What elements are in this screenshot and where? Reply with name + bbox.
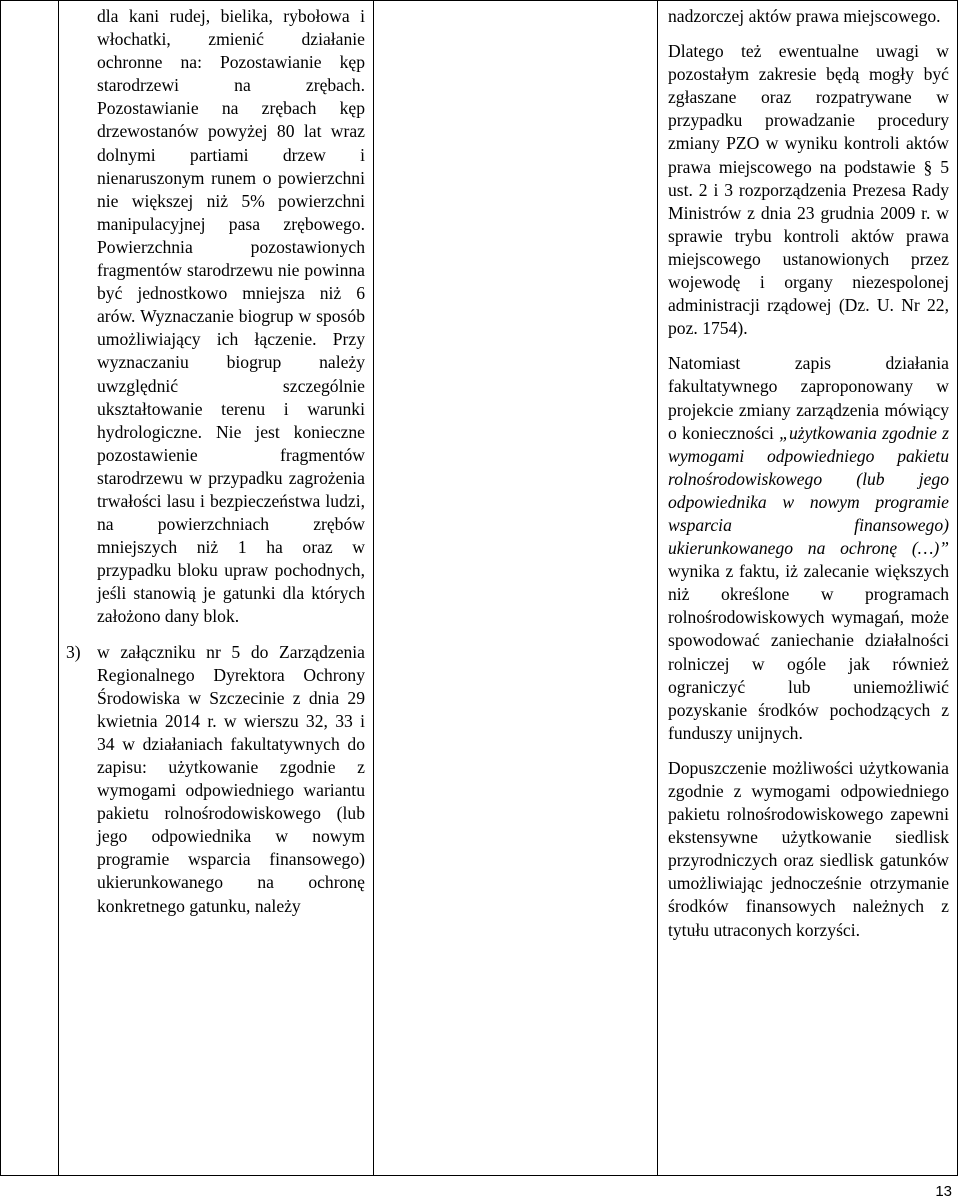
response-paragraph-3 [668, 352, 949, 745]
response-paragraph-2: Dlatego też ewentualne uwagi w pozostałym zakresie będą mogły być zgłaszane oraz rozpatrywane w przypadku prowadzanie procedury zmiany PZO w wyniku kontroli aktów prawa miejscowego na podstawie § 5 ust. 2 i 3 rozporządzenia Prezesa Rady Ministrów z dnia 23 grudnia 2009 r. w sprawie trybu kontroli aktów prawa miejscowego ustanowionych przez wojewodę i organy niezespolonej administracji rządowej (Dz. U. Nr 22, poz. 1754). [668, 41, 949, 339]
response-text: Natomiast zapis działania fakultatywnego zaproponowany w projekcie zmiany zarządzenia mówiący o konieczności [668, 353, 949, 443]
response-paragraph-4: Dopuszczenie możliwości użytkowania zgodnie z wymogami odpowiedniego pakietu rolnośrodowiskowego zapewni ekstensywne użytkowanie siedlisk przyrodniczych oraz siedlisk gatunków umożliwiając jednocześnie otrzymanie środków finansowych należnych z tytułu utraconych korzyści. [668, 757, 949, 940]
proposal-paragraph: dla kani rudej, bielika, rybołowa i włochatki, zmienić działanie ochronne na: Pozostawianie kęp starodrzewi na zrębach. Pozostawianie na zrębach kęp drzewostanów powyżej 80 lat wraz dolnymi partiami drzew i nienaruszonym runem o powierzchni nie większej niż 5% powierzchni manipulacyjnej pasa zrębowego. Powierzchnia pozostawionych fragmentów starodrzewu nie powinna być jednostkowo mniejsza niż 6 arów. Wyznaczanie biogrup w sposób umożliwiający ich łączenie. Przy wyznaczaniu biogrup należy uwzględnić szczególnie ukształtowanie terenu i warunki hydrologiczne. Nie jest konieczne pozostawienie fragmentów starodrzewu w przypadku zagrożenia trwałości lasu i bezpieczeństwa ludzi, na powierzchniach zrębów mniejszych niż 1 ha oraz w przypadku bloku upraw pochodnych, jeśli stanowią je gatunki dla których założono dany blok. [97, 6, 365, 627]
response-column [668, 5, 949, 942]
column-divider [373, 1, 374, 1175]
list-item-text: w załączniku nr 5 do Zarządzenia Regionalnego Dyrektora Ochrony Środowiska w Szczecinie z dnia 29 kwietnia 2014 r. w wierszu 32, 33 i 34 w działaniach fakultatywnych do zapisu: użytkowanie zgodnie z wymogami odpowiedniego wariantu pakietu rolnośrodowiskowego (lub jego odpowiednika w nowym programie wsparcia finansowego) ukierunkowanego na ochronę konkretnego gatunku, należy [97, 641, 365, 916]
response-paragraph-1: nadzorczej aktów prawa miejscowego. [668, 6, 941, 26]
list-item-number: 3) [66, 641, 81, 662]
response-text: wynika z faktu, iż zalecanie większych niż określone w programach rolnośrodowiskowych wymagań, może spowodować zaniechanie działalności rolniczej w ogóle jak również ograniczyć lub uniemożliwić pozyskanie środków pochodzących z funduszy unijnych. [668, 561, 949, 743]
column-divider [657, 1, 658, 1175]
quoted-text: „użytkowania zgodnie z wymogami odpowiedniego pakietu rolnośrodowiskowego (lub jego odpowiednika w nowym programie wsparcia finansowego) ukierunkowanego na ochronę (…)” [668, 422, 949, 559]
proposal-column [66, 5, 365, 918]
page-number: 13 [935, 1183, 952, 1200]
column-divider [58, 1, 59, 1175]
list-item-3 [66, 641, 365, 918]
